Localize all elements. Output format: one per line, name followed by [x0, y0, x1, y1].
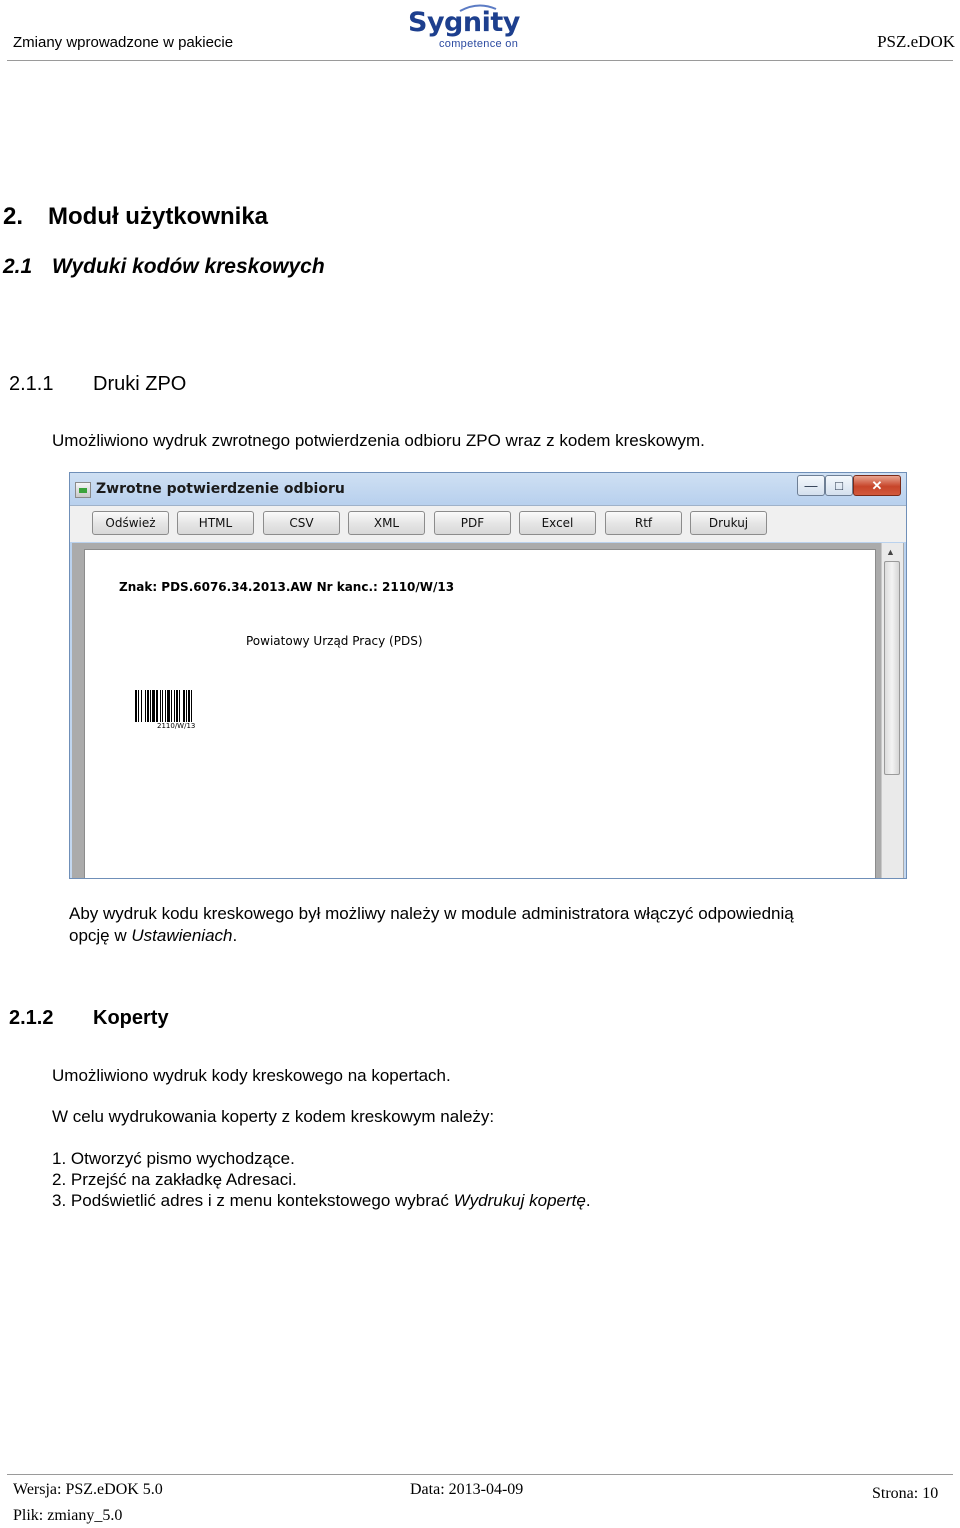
step3-suffix: . — [585, 1191, 591, 1210]
note-settings-link: Ustawieniach — [131, 926, 233, 945]
subsection-title: Wyduki kodów kreskowych — [52, 255, 325, 278]
druki-note-line2 — [69, 926, 237, 946]
office-name: Powiatowy Urząd Pracy (PDS) — [246, 634, 423, 648]
window-app-icon — [75, 482, 91, 498]
step-item: 1. Otworzyć pismo wychodzące. — [52, 1149, 295, 1168]
header-divider — [7, 60, 953, 61]
section-number: 2. — [3, 203, 24, 230]
header-product: PSZ.eDOK — [877, 32, 955, 51]
druki-heading — [9, 373, 186, 396]
logo-word: Sygnity — [408, 7, 520, 38]
druki-intro: Umożliwiono wydruk zwrotnego potwierdzenia odbioru ZPO wraz z kodem kreskowym. — [52, 431, 705, 450]
note-suffix: . — [232, 926, 238, 945]
druki-title: Druki ZPO — [93, 373, 187, 395]
sygnity-logo — [406, 4, 524, 52]
footer-file: Plik: zmiany_5.0 — [13, 1507, 123, 1524]
window-title: Zwrotne potwierdzenie odbioru — [96, 481, 345, 497]
section-heading — [3, 203, 268, 231]
druki-number: 2.1.1 — [9, 373, 54, 395]
refresh-button[interactable]: Odśwież — [92, 511, 169, 535]
report-page — [84, 549, 876, 879]
minimize-button[interactable]: — — [797, 475, 825, 496]
step-item: 2. Przejść na zakładkę Adresaci. — [52, 1170, 297, 1189]
scrollbar-thumb[interactable] — [884, 561, 900, 775]
footer-date: Data: 2013-04-09 — [410, 1481, 524, 1498]
subsection-number: 2.1 — [3, 255, 33, 278]
header-title: Zmiany wprowadzone w pakiecie — [13, 34, 234, 51]
vertical-scrollbar[interactable] — [881, 543, 903, 879]
barcode-label: 2110/W/13 — [157, 722, 196, 730]
report-viewer — [72, 543, 904, 879]
section-title: Moduł użytkownika — [48, 203, 269, 230]
step3-prefix: 3. Podświetlić adres i z menu kontekstowego wybrać — [52, 1191, 454, 1210]
note-prefix: opcję w — [69, 926, 132, 945]
scroll-up-arrow-icon[interactable]: ▲ — [886, 547, 895, 557]
html-button[interactable]: HTML — [177, 511, 254, 535]
xml-button[interactable]: XML — [348, 511, 425, 535]
close-button[interactable]: ✕ — [853, 475, 901, 496]
druki-note-line1: Aby wydruk kodu kreskowego był możliwy należy w module administratora włączyć odpowiednią — [69, 904, 794, 923]
csv-button[interactable]: CSV — [263, 511, 340, 535]
rtf-button[interactable]: Rtf — [605, 511, 682, 535]
footer-divider — [7, 1474, 953, 1475]
report-toolbar — [70, 505, 906, 542]
barcode-image — [135, 690, 221, 722]
pdf-button[interactable]: PDF — [434, 511, 511, 535]
document-reference: Znak: PDS.6076.34.2013.AW Nr kanc.: 2110/W/13 — [119, 580, 455, 594]
koperty-intro: Umożliwiono wydruk kody kreskowego na kopertach. — [52, 1066, 451, 1085]
koperty-lead: W celu wydrukowania koperty z kodem kreskowym należy: — [52, 1107, 495, 1126]
print-button[interactable]: Drukuj — [690, 511, 767, 535]
footer-version: Wersja: PSZ.eDOK 5.0 — [13, 1481, 163, 1498]
excel-button[interactable]: Excel — [519, 511, 596, 535]
koperty-number: 2.1.2 — [9, 1007, 54, 1029]
logo-tagline: competence on — [439, 38, 519, 50]
subsection-heading — [3, 255, 325, 279]
koperty-title: Koperty — [93, 1007, 169, 1029]
footer-page: Strona: 10 — [872, 1485, 939, 1502]
step-item — [52, 1191, 591, 1211]
koperty-heading — [9, 1007, 169, 1030]
zpo-window-screenshot — [69, 472, 907, 879]
maximize-button[interactable]: □ — [825, 475, 853, 496]
step3-action: Wydrukuj kopertę — [453, 1191, 586, 1210]
